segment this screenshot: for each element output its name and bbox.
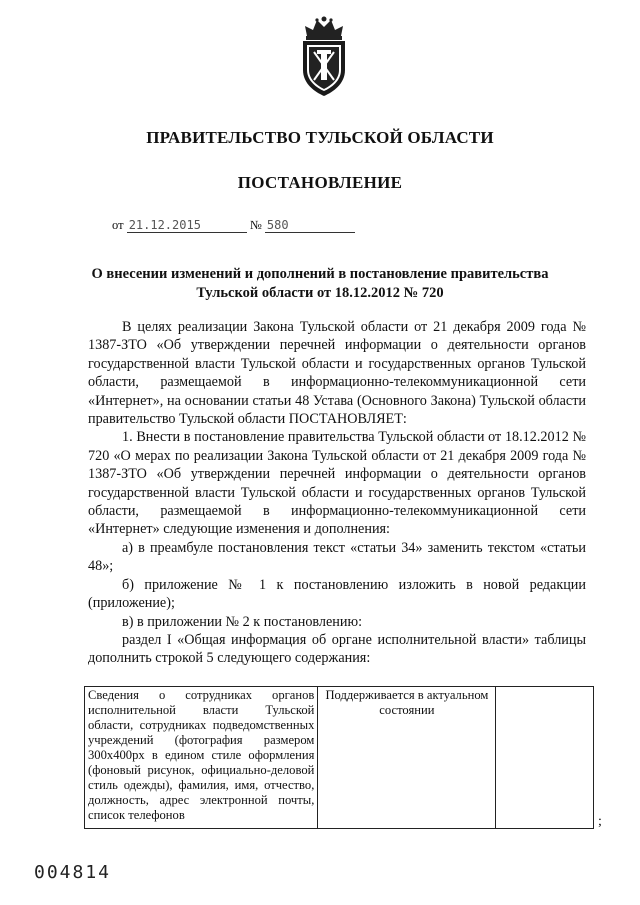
- title-line-1: О внесении изменений и дополнений в постановление правительства: [91, 266, 549, 282]
- paragraph-section-1: раздел I «Общая информация об органе исполнительной власти» таблицы дополнить строкой 5 следующего содержания:: [88, 631, 586, 667]
- date-prefix: от: [112, 218, 124, 232]
- document-date: 21.12.2015: [127, 218, 247, 233]
- table-cell-requirement: Поддерживается в актуальном состоянии: [318, 687, 496, 829]
- serial-number: 004814: [34, 862, 112, 883]
- date-number-line: [112, 218, 355, 233]
- table-row: [85, 687, 594, 829]
- paragraph-item-v: в) в приложении № 2 к постановлению:: [122, 613, 363, 630]
- paragraph-item-b: б) приложение № 1 к постановлению изложить в новой редакции (приложение);: [88, 576, 586, 612]
- inserted-row-table: [84, 686, 594, 829]
- paragraph-item-a: а) в преамбуле постановления текст «статьи 34» заменить текстом «статьи 48»;: [88, 539, 586, 575]
- table-cell-description: Сведения о сотрудниках органов исполнительной власти Тульской области, сотрудниках подведомственных учреждений (фотография размером 300х400рх в едином стиле оформления (фоновый рисунок, официально-деловой стиль одежды), фамилия, имя, отчество, должность, адрес электронной почты, список телефонов: [85, 687, 318, 829]
- table-cell-empty: [496, 687, 594, 829]
- number-prefix: №: [249, 218, 262, 232]
- document-title: [60, 265, 580, 303]
- document-number: 580: [265, 218, 355, 233]
- paragraph-preamble: В целях реализации Закона Тульской области от 21 декабря 2009 года № 1387-ЗТО «Об утверждении перечней информации о деятельности органов государственной власти Тульской области и государственных органов Тульской области, размещаемой в информационно-телекоммуникационной сети «Интернет», на основании статьи 48 Устава (Основного Закона) Тульской области правительство Тульской области ПОСТАНОВЛЯЕТ:: [88, 319, 586, 428]
- trailing-semicolon: ;: [598, 814, 602, 829]
- title-line-2: Тульской области от 18.12.2012 № 720: [196, 285, 444, 301]
- coat-of-arms-emblem: [293, 14, 355, 98]
- paragraph-item-1: 1. Внести в постановление правительства Тульской области от 18.12.2012 № 720 «О мерах по реализации Закона Тульской области от 21 декабря 2009 года № 1387-ЗТО «Об утверждении перечней информации о деятельности органов государственной власти Тульской области и государственных органов Тульской области, размещаемой в информационно-телекоммуникационной сети «Интернет» следующие изменения и дополнения:: [88, 429, 586, 538]
- organization-name: ПРАВИТЕЛЬСТВО ТУЛЬСКОЙ ОБЛАСТИ: [146, 128, 494, 147]
- document-type: ПОСТАНОВЛЕНИЕ: [237, 173, 403, 192]
- document-body: [88, 318, 586, 668]
